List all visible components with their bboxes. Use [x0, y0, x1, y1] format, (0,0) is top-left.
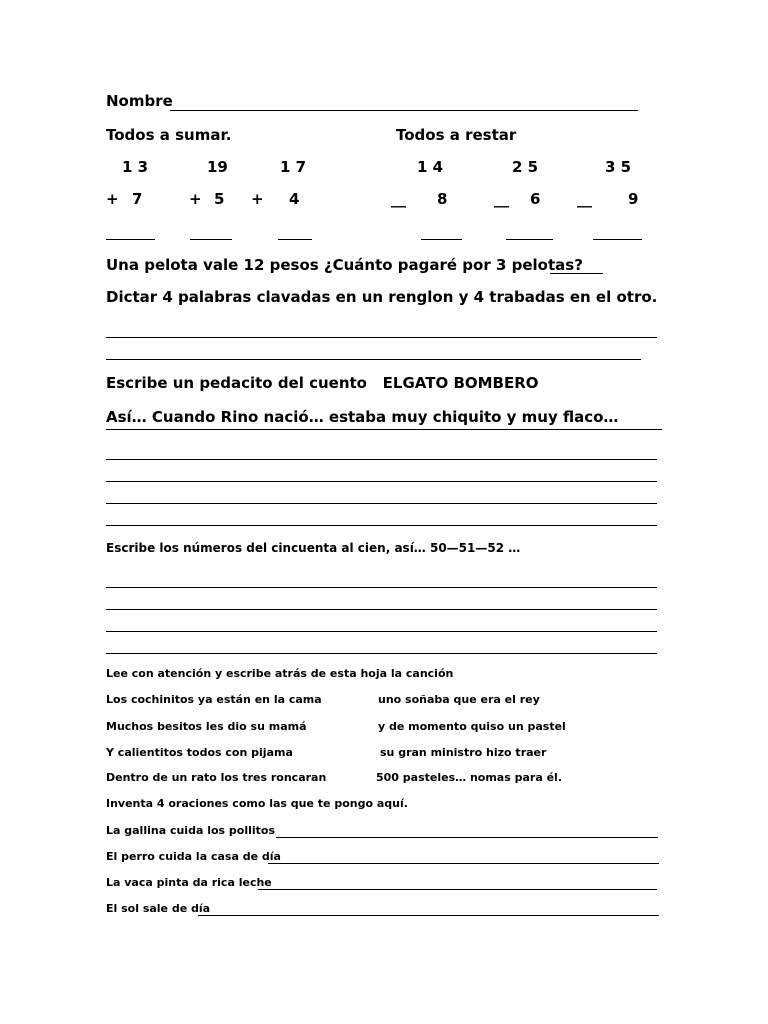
- cuento-write-line-2[interactable]: [106, 481, 657, 482]
- pelota-question: Una pelota vale 12 pesos ¿Cuánto pagaré por 3 pelotas?: [106, 256, 583, 274]
- numeros-write-line-3[interactable]: [106, 631, 657, 632]
- sum-answer-line-1[interactable]: [106, 239, 155, 240]
- cuento-title: ELGATO BOMBERO: [382, 374, 539, 392]
- cuento-instruction: [106, 374, 539, 392]
- pelota-answer-line[interactable]: [550, 273, 603, 274]
- rest-bottom-3: 9: [628, 190, 639, 208]
- sumar-title: Todos a sumar.: [106, 126, 232, 144]
- cancion-left-line-1: Los cochinitos ya están en la cama: [106, 693, 322, 706]
- name-write-line[interactable]: [170, 110, 638, 111]
- cuento-start: Así… Cuando Rino nació… estaba muy chiquito y muy flaco…: [106, 408, 619, 426]
- rest-answer-line-2[interactable]: [506, 239, 553, 240]
- rest-answer-line-3[interactable]: [593, 239, 642, 240]
- cuento-write-line-3[interactable]: [106, 503, 657, 504]
- rest-op-2: __: [494, 190, 509, 208]
- sum-answer-line-2[interactable]: [190, 239, 232, 240]
- oracion-write-line-4[interactable]: [198, 915, 659, 916]
- numeros-instruction: Escribe los números del cincuenta al cien, así… 50—51—52 …: [106, 541, 521, 555]
- sum-top-2: 19: [207, 158, 228, 176]
- cuento-write-line-1[interactable]: [106, 459, 657, 460]
- dictar-write-line-1[interactable]: [106, 337, 657, 338]
- dictar-instruction: Dictar 4 palabras clavadas en un renglon y 4 trabadas en el otro.: [106, 288, 658, 306]
- sum-bottom-3: 4: [289, 190, 300, 208]
- rest-top-2: 2 5: [512, 158, 539, 176]
- rest-top-3: 3 5: [605, 158, 632, 176]
- sum-top-3: 1 7: [280, 158, 307, 176]
- cancion-instruction: Lee con atención y escribe atrás de esta hoja la canción: [106, 667, 454, 680]
- sum-answer-line-3[interactable]: [278, 239, 312, 240]
- cancion-left-line-4: Dentro de un rato los tres roncaran: [106, 771, 327, 784]
- dictar-write-line-2[interactable]: [106, 359, 641, 360]
- sum-op-3: +: [251, 190, 264, 208]
- sum-bottom-2: 5: [214, 190, 225, 208]
- sum-op-1: +: [106, 190, 119, 208]
- oracion-write-line-3[interactable]: [258, 889, 657, 890]
- sum-bottom-1: 7: [132, 190, 143, 208]
- cancion-right-line-2: y de momento quiso un pastel: [378, 720, 566, 733]
- oraciones-instruction: Inventa 4 oraciones como las que te pongo aquí.: [106, 797, 408, 810]
- name-label: Nombre: [106, 92, 173, 110]
- oracion-example-2: El perro cuida la casa de día: [106, 850, 281, 863]
- cuento-write-line-4[interactable]: [106, 525, 657, 526]
- rest-op-1: __: [391, 190, 406, 208]
- cancion-right-line-4: 500 pasteles… nomas para él.: [376, 771, 562, 784]
- oracion-write-line-2[interactable]: [268, 863, 659, 864]
- rest-op-3: __: [577, 190, 592, 208]
- oracion-example-3: La vaca pinta da rica leche: [106, 876, 272, 889]
- rest-top-1: 1 4: [417, 158, 444, 176]
- cancion-right-line-3: su gran ministro hizo traer: [380, 746, 547, 759]
- rest-answer-line-1[interactable]: [421, 239, 462, 240]
- numeros-write-line-4[interactable]: [106, 653, 657, 654]
- cancion-left-line-3: Y calientitos todos con pijama: [106, 746, 293, 759]
- rest-bottom-1: 8: [437, 190, 448, 208]
- rest-bottom-2: 6: [530, 190, 541, 208]
- sum-top-1: 1 3: [122, 158, 149, 176]
- oracion-example-1: La gallina cuida los pollitos: [106, 824, 276, 837]
- cuento-instruction-text: Escribe un pedacito del cuento: [106, 374, 367, 392]
- restar-title: Todos a restar: [396, 126, 517, 144]
- oracion-write-line-1[interactable]: [276, 837, 658, 838]
- oracion-example-4: El sol sale de día: [106, 902, 211, 915]
- numeros-write-line-1[interactable]: [106, 587, 657, 588]
- cancion-right-line-1: uno soñaba que era el rey: [378, 693, 540, 706]
- cuento-underline: [106, 429, 662, 430]
- cancion-left-line-2: Muchos besitos les dio su mamá: [106, 720, 307, 733]
- sum-op-2: +: [189, 190, 202, 208]
- numeros-write-line-2[interactable]: [106, 609, 657, 610]
